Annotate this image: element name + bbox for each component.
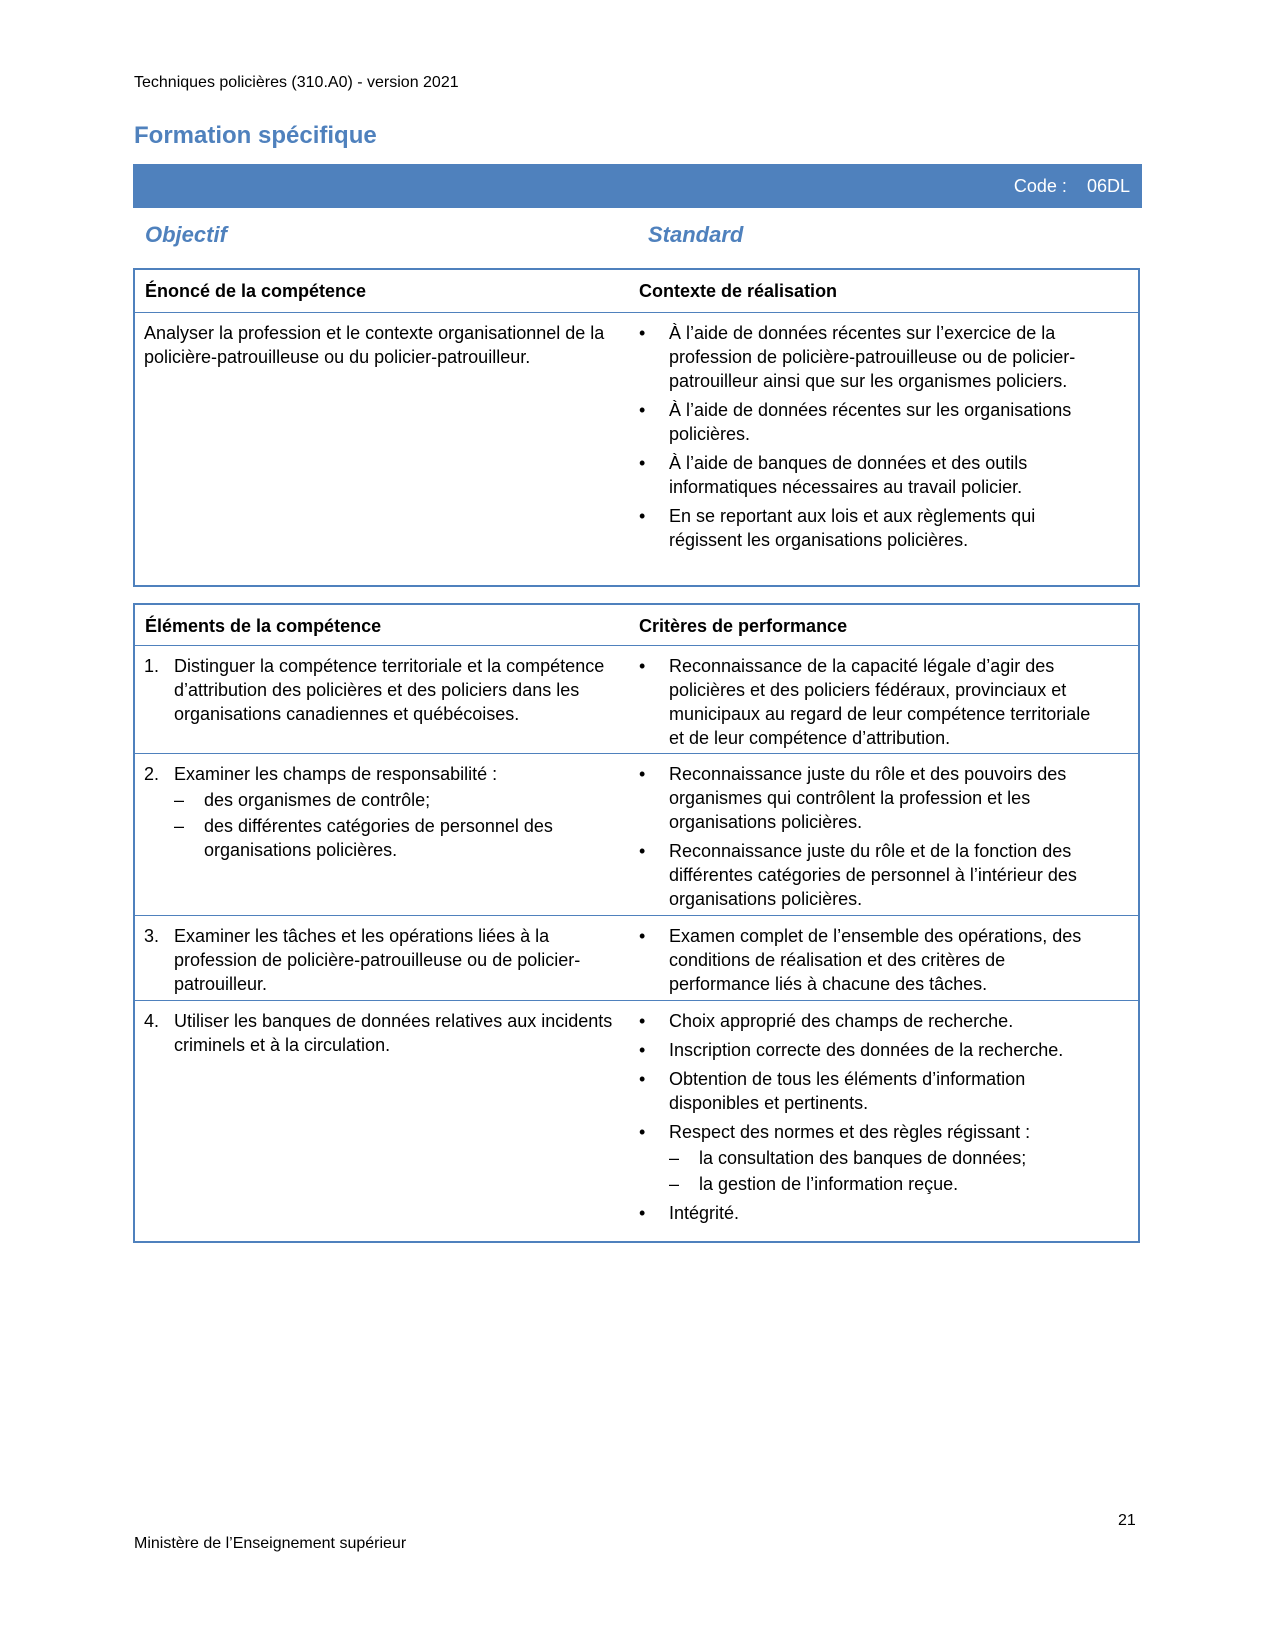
code-bar (133, 164, 1142, 208)
code-value: 06DL (1086, 176, 1130, 196)
standard-heading: Standard (648, 222, 744, 247)
table-header-row (135, 270, 1138, 312)
elements-header: Éléments de la compétence (145, 616, 382, 636)
statement-header: Énoncé de la compétence (145, 281, 367, 301)
context-item: • À l’aide de banques de données et des outils informatiques nécessaires au travail policier. (639, 451, 1109, 499)
table-row (135, 645, 1138, 754)
page-number: 21 (1118, 1512, 1136, 1529)
context-list (639, 321, 1109, 557)
competency-statement-table (133, 268, 1140, 587)
context-header: Contexte de réalisation (639, 281, 838, 301)
criterion: • Obtention de tous les éléments d’information disponibles et pertinents. (639, 1067, 1109, 1115)
competency-element: 4. Utiliser les banques de données relatives aux incidents criminels et à la circulation. (144, 1011, 613, 1055)
section-title: Formation spécifique (134, 122, 377, 149)
criteria-header: Critères de performance (639, 616, 848, 636)
table-row (135, 753, 1138, 916)
running-header: Techniques policières (310.A0) - version 2021 (134, 74, 459, 91)
competency-code (1014, 176, 1130, 197)
criterion: • Choix approprié des champs de recherche. (639, 1009, 1109, 1033)
competency-element: 2. Examiner les champs de responsabilité : (144, 764, 498, 784)
competency-element: 3. Examiner les tâches et les opérations liées à la profession de policière-patrouilleuse ou de policier-patrouilleur. (144, 926, 581, 994)
table-row (135, 1000, 1138, 1241)
competency-statement: Analyser la profession et le contexte organisationnel de la policière-patrouilleuse ou du policier-patrouilleur. (144, 323, 605, 367)
footer: Ministère de l’Enseignement supérieur (134, 1535, 407, 1552)
criterion: • Respect des normes et des règles régissant : (639, 1120, 1109, 1144)
criterion: • Reconnaissance de la capacité légale d’agir des policières et des policiers fédéraux, provinciaux et municipaux au regard de leur compétence territoriale et de leur compétence d’attribution. (639, 654, 1109, 750)
criterion: • Reconnaissance juste du rôle et de la fonction des différentes catégories de personnel à l’intérieur des organisations policières. (639, 839, 1109, 911)
criterion-sub-item: – la consultation des banques de données; (669, 1146, 1109, 1170)
context-item: • En se reportant aux lois et aux règlements qui régissent les organisations policières. (639, 504, 1109, 552)
criterion: • Examen complet de l’ensemble des opérations, des conditions de réalisation et des critères de performance liés à chacune des tâches. (639, 924, 1109, 996)
criterion: • Inscription correcte des données de la recherche. (639, 1038, 1109, 1062)
element-sub-item: – des différentes catégories de personnel des organisations policières. (174, 814, 614, 862)
context-item: • À l’aide de données récentes sur l’exercice de la profession de policière-patrouilleuse ou de policier-patrouilleur ainsi que sur les organismes policiers. (639, 321, 1109, 393)
context-item: • À l’aide de données récentes sur les organisations policières. (639, 398, 1109, 446)
competency-element: 1. Distinguer la compétence territoriale et la compétence d’attribution des policières et des policiers dans les organisations canadiennes et québécoises. (144, 656, 605, 724)
criterion-sub-item: – la gestion de l’information reçue. (669, 1172, 1109, 1196)
objectif-heading: Objectif (145, 222, 227, 247)
code-label: Code : (1013, 176, 1067, 196)
element-sub-item: – des organismes de contrôle; (174, 788, 614, 812)
table-row (135, 915, 1138, 1001)
performance-criteria-table (133, 603, 1140, 1243)
criterion: • Reconnaissance juste du rôle et des pouvoirs des organismes qui contrôlent la profession et les organisations policières. (639, 762, 1109, 834)
table-header-row (135, 605, 1138, 645)
criterion: • Intégrité. (639, 1201, 1109, 1225)
table-row (135, 312, 1138, 585)
